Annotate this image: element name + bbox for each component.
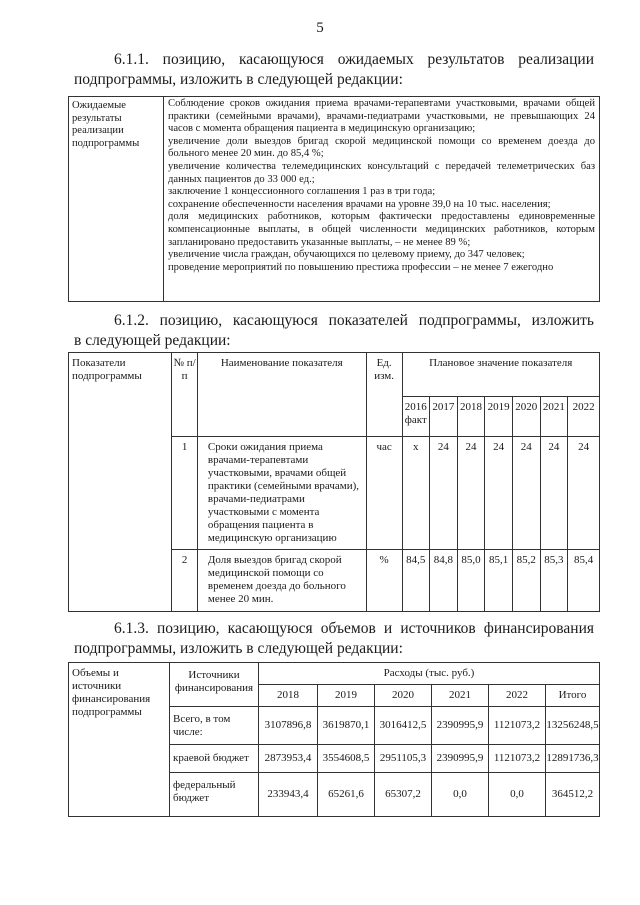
- row-value: 2390995,9: [432, 745, 489, 773]
- row-source: федеральный бюджет: [170, 773, 259, 817]
- row-num: 2: [172, 550, 198, 612]
- row-value: 3016412,5: [375, 707, 432, 745]
- expected-results-label: Ожидаемые результаты реализации подпрограммы: [69, 97, 164, 302]
- section-611-heading: [74, 50, 594, 90]
- expected-result-item: заключение 1 концессионного соглашения 1 раз в три года;: [168, 186, 436, 198]
- row-value: 2951105,3: [375, 745, 432, 773]
- year-header: 2019: [318, 685, 375, 707]
- row-value: 3107896,8: [259, 707, 318, 745]
- row-value: 85,3: [540, 550, 568, 612]
- row-value: 233943,4: [259, 773, 318, 817]
- section-613-heading: [74, 619, 594, 659]
- row-value: 2390995,9: [432, 707, 489, 745]
- year-header: 2020: [375, 685, 432, 707]
- row-value: 24: [457, 437, 485, 550]
- financing-label: Объемы и источники финансирования подпрограммы: [69, 663, 170, 817]
- row-unit: час: [366, 437, 402, 550]
- year-header: 2022: [489, 685, 546, 707]
- row-value: 24: [512, 437, 540, 550]
- row-value: 1121073,2: [489, 707, 546, 745]
- row-value: 65261,6: [318, 773, 375, 817]
- row-value: 0,0: [432, 773, 489, 817]
- year-header: 2021: [432, 685, 489, 707]
- indicators-table: [68, 352, 600, 612]
- col-unit-header: Ед. изм.: [366, 353, 402, 437]
- row-value: 2873953,4: [259, 745, 318, 773]
- row-value: 85,2: [512, 550, 540, 612]
- col-plan-header: Плановое значение показателя: [402, 353, 600, 397]
- expected-result-item: увеличение количества телемедицинских консультаций с передачей телеметрических баз данных пациентов до 33 000 ед.;: [168, 160, 595, 185]
- row-value: 0,0: [489, 773, 546, 817]
- col-expenses-header: Расходы (тыс. руб.): [259, 663, 600, 685]
- expected-result-item: Соблюдение сроков ожидания приема врачами-терапевтами участковыми, врачами общей практики (семейными врачами), врачами-педиатрами участковыми, не превышающих 24 часов с момента обращения пациента в медицинскую организацию;: [168, 98, 595, 135]
- expected-results-list: [164, 97, 600, 302]
- col-num-header: № п/п: [172, 353, 198, 437]
- row-unit: %: [366, 550, 402, 612]
- row-value: 24: [540, 437, 568, 550]
- row-value: 84,5: [402, 550, 430, 612]
- section-612-heading-line2: в следующей редакции:: [74, 332, 231, 349]
- row-value: 84,8: [430, 550, 458, 612]
- year-header: 2019: [485, 397, 513, 437]
- row-value: 24: [568, 437, 600, 550]
- year-header: 2022: [568, 397, 600, 437]
- year-header: 2017: [430, 397, 458, 437]
- expected-result-item: проведение мероприятий по повышению престижа профессии – не менее 7 ежегодно: [168, 261, 554, 273]
- section-611-heading-line2: подпрограммы, изложить в следующей редакции:: [74, 71, 403, 88]
- year-header: 2018: [259, 685, 318, 707]
- row-value: 85,4: [568, 550, 600, 612]
- financing-table: [68, 662, 600, 817]
- year-header: 2021: [540, 397, 568, 437]
- year-header: Итого: [546, 685, 600, 707]
- expected-result-item: доля медицинских работников, которым фактически предоставлены единовременные компенсационные выплаты, в общей численности медицинских работников, которым запланировано предоставить указанные выплаты, – не менее 89 %;: [168, 211, 595, 248]
- row-value: х: [402, 437, 430, 550]
- year-header: 2016 факт: [402, 397, 430, 437]
- row-value: 85,1: [485, 550, 513, 612]
- row-value: 3619870,1: [318, 707, 375, 745]
- section-613-heading-line1: 6.1.3. позицию, касающуюся объемов и источников финансирования: [114, 620, 594, 637]
- row-value: 12891736,3: [546, 745, 600, 773]
- col-name-header: Наименование показателя: [197, 353, 366, 437]
- row-value: 3554608,5: [318, 745, 375, 773]
- expected-results-table: [68, 96, 600, 302]
- year-header: 2020: [512, 397, 540, 437]
- row-value: 85,0: [457, 550, 485, 612]
- row-name: Доля выездов бригад скорой медицинской помощи со временем доезда до больного менее 20 мин.: [197, 550, 366, 612]
- row-source: краевой бюджет: [170, 745, 259, 773]
- col-sources-header: Источники финансирования: [170, 663, 259, 707]
- row-value: 65307,2: [375, 773, 432, 817]
- row-value: 13256248,5: [546, 707, 600, 745]
- row-source: Всего, в том числе:: [170, 707, 259, 745]
- section-612-heading: [74, 311, 594, 351]
- year-header: 2018: [457, 397, 485, 437]
- section-611-heading-line1: 6.1.1. позицию, касающуюся ожидаемых результатов реализации: [114, 51, 594, 68]
- indicators-label: Показатели подпрограммы: [69, 353, 172, 612]
- row-value: 24: [485, 437, 513, 550]
- expected-result-item: сохранение обеспеченности населения врачами на уровне 39,0 на 10 тыс. населения;: [168, 198, 551, 210]
- section-612-heading-line1: 6.1.2. позицию, касающуюся показателей подпрограммы, изложить: [114, 312, 594, 329]
- page-number: 5: [316, 20, 324, 36]
- section-613-heading-line2: подпрограммы, изложить в следующей редакции:: [74, 640, 403, 657]
- row-value: 24: [430, 437, 458, 550]
- row-value: 1121073,2: [489, 745, 546, 773]
- expected-result-item: увеличение числа граждан, обучающихся по целевому приему, до 347 человек;: [168, 249, 525, 261]
- row-num: 1: [172, 437, 198, 550]
- row-value: 364512,2: [546, 773, 600, 817]
- row-name: Сроки ожидания приема врачами-терапевтами участковыми, врачами общей практики (семейными врачами), врачами-педиатрами участковыми с момента обращения пациента в медицинскую организацию: [197, 437, 366, 550]
- expected-result-item: увеличение доли выездов бригад скорой медицинской помощи со временем доезда до больного менее 20 мин. до 85,4 %;: [168, 135, 595, 160]
